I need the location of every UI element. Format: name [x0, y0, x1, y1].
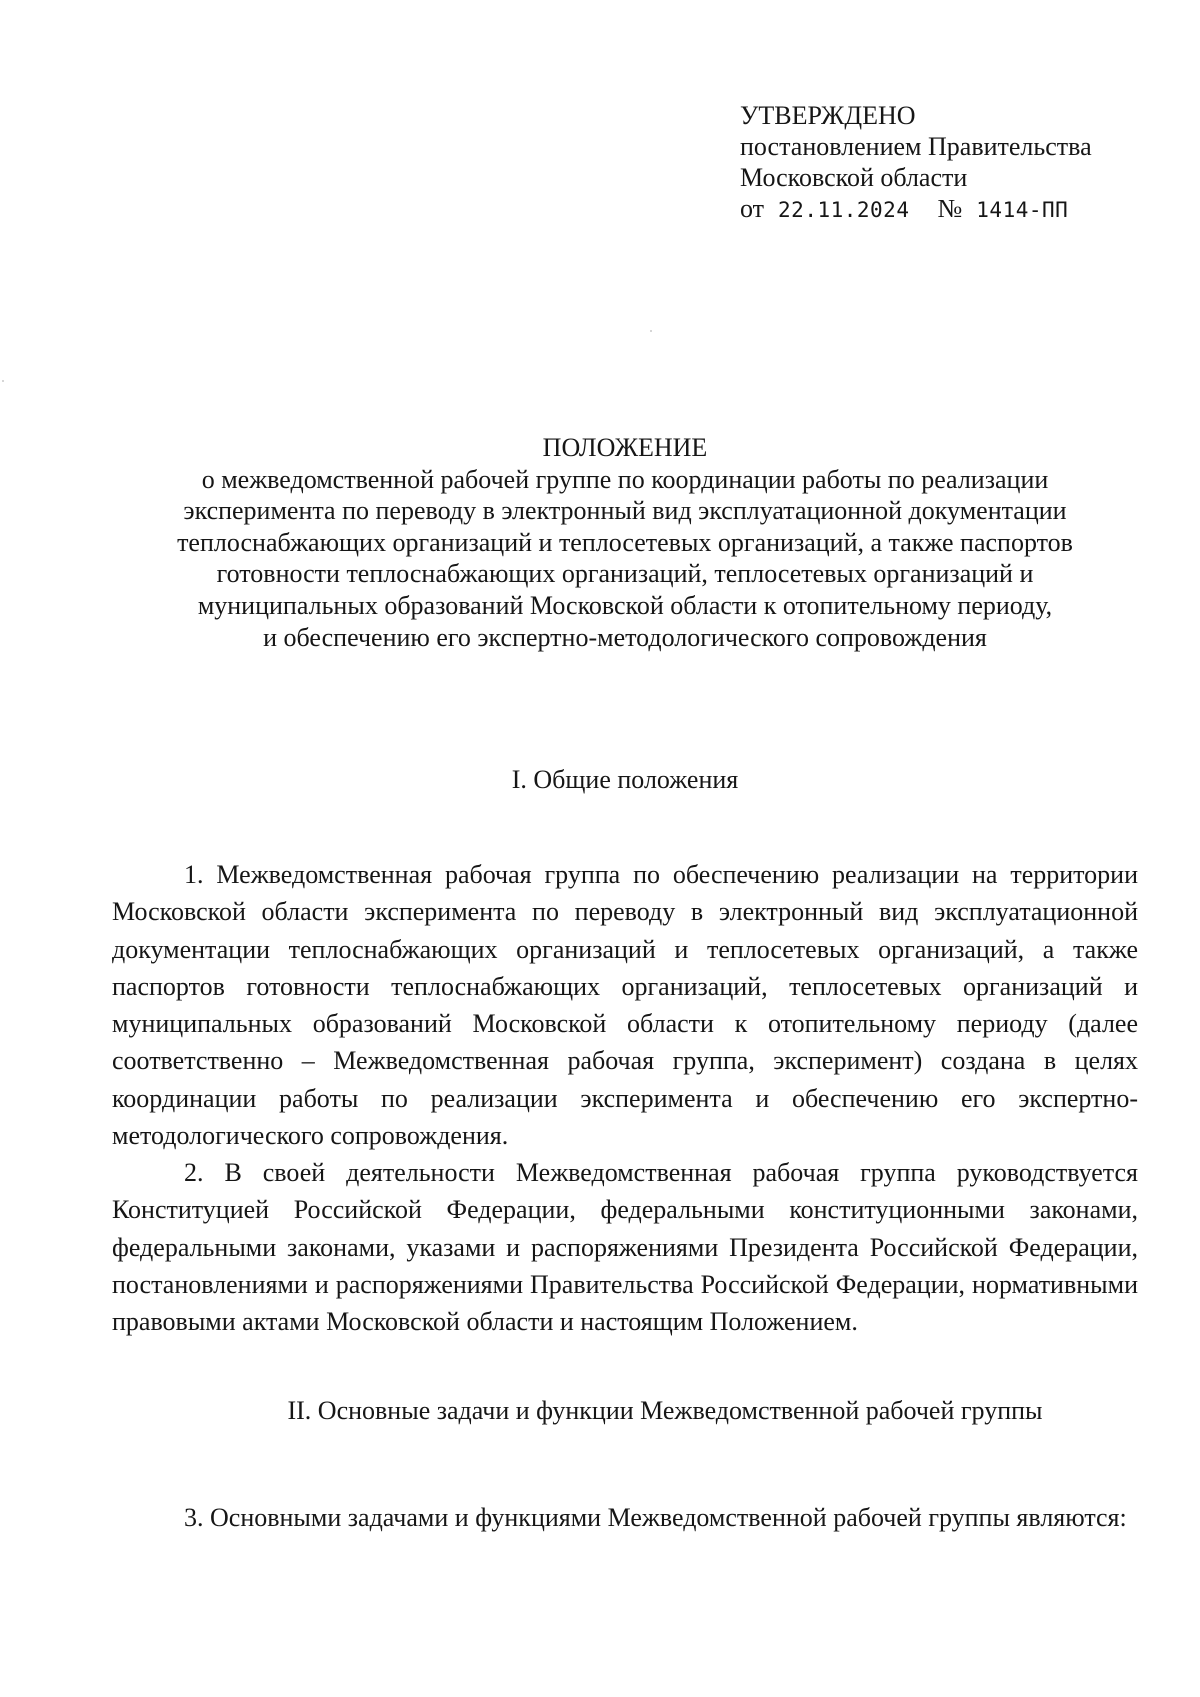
approval-date-number	[740, 193, 1092, 226]
paragraph-3: 3. Основными задачами и функциями Межведомственной рабочей группы являются:	[184, 1503, 1127, 1532]
scan-speck	[650, 330, 652, 332]
approval-stamp-block	[740, 100, 1092, 226]
document-subtitle-line: и обеспечению его экспертно-методологического сопровождения	[263, 622, 987, 652]
date-prefix: от	[740, 194, 765, 223]
approval-date: 22.11.2024	[778, 198, 910, 222]
paragraph-1: 1. Межведомственная рабочая группа по обеспечению реализации на территории Московской области эксперимента по переводу в электронный вид эксплуатационной документации теплоснабжающих организаций и теплосетевых организаций, а также паспортов готовности теплоснабжающих организаций, теплосетевых организаций и муниципальных образований Московской области к отопительному периоду (далее соответственно – Межведомственная рабочая группа, эксперимент) создана в целях координации работы по реализации эксперимента и обеспечению его экспертно-методологического сопровождения.	[112, 860, 1138, 1151]
document-subtitle-line: муниципальных образований Московской области к отопительному периоду,	[197, 590, 1053, 620]
document-title-block	[110, 432, 1140, 653]
approval-region: Московской области	[740, 163, 968, 192]
section-heading-tasks: II. Основные задачи и функции Межведомственной рабочей группы	[287, 1396, 1043, 1425]
approval-authority: постановлением Правительства	[740, 132, 1092, 161]
document-subtitle-line: готовности теплоснабжающих организаций, теплосетевых организаций и	[216, 559, 1034, 589]
paragraph-2: 2. В своей деятельности Межведомственная рабочая группа руководствуется Конституцией Российской Федерации, федеральными конституционными законами, федеральными законами, указами и распоряжениями Президента Российской Федерации, постановлениями и распоряжениями Правительства Российской Федерации, нормативными правовыми актами Московской области и настоящим Положением.	[112, 1158, 1138, 1337]
document-subtitle-line: о межведомственной рабочей группе по координации работы по реализации	[201, 464, 1049, 494]
number-sign: №	[937, 194, 963, 223]
approval-number: 1414-ПП	[976, 198, 1069, 222]
section-heading-general: I. Общие положения	[511, 765, 739, 794]
document-subtitle-line: эксперимента по переводу в электронный вид эксплуатационной документации	[183, 496, 1067, 526]
document-title: ПОЛОЖЕНИЕ	[542, 433, 708, 462]
document-subtitle-line: теплоснабжающих организаций и теплосетевых организаций, а также паспортов	[177, 527, 1073, 557]
approval-status: УТВЕРЖДЕНО	[740, 101, 916, 130]
scan-speck	[2, 380, 4, 382]
